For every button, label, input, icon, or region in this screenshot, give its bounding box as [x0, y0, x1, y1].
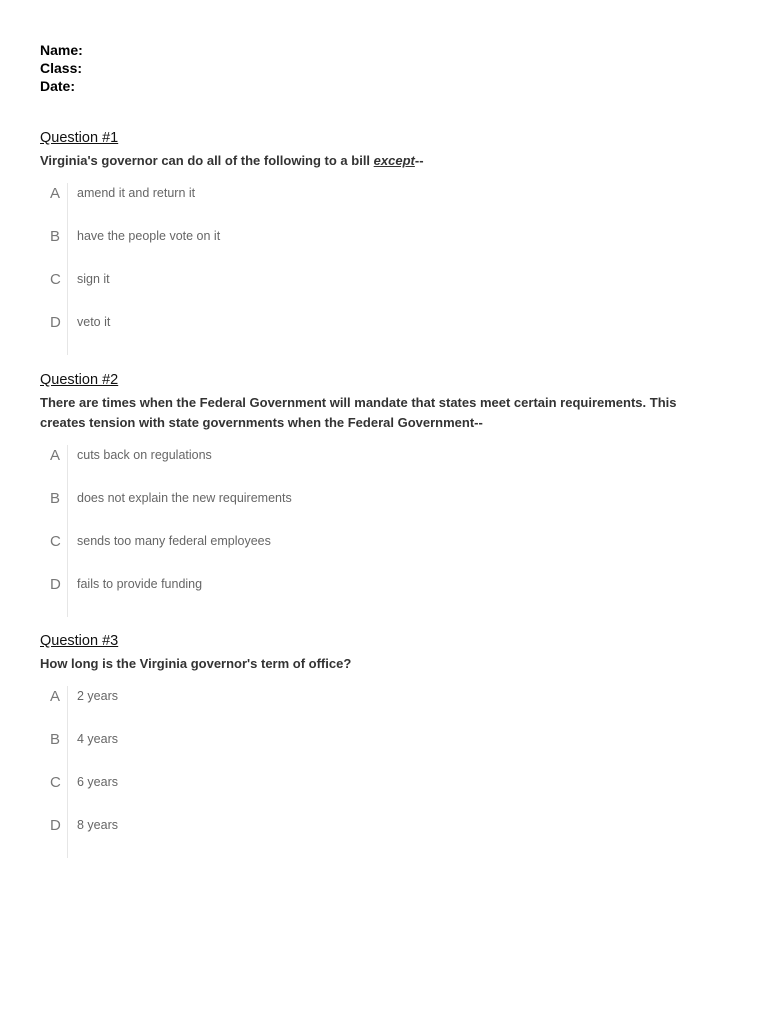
question-title: Question #2 — [40, 372, 119, 388]
option-letter: B — [50, 490, 61, 507]
option-letter: A — [50, 185, 61, 202]
answer-option-c[interactable] — [40, 772, 700, 815]
option-divider — [67, 574, 68, 617]
date-label: Date: — [40, 78, 76, 94]
option-text: have the people vote on it — [77, 229, 221, 243]
question-text-main: How long is the Virginia governor's term of office? — [40, 656, 352, 671]
question-2 — [40, 371, 700, 617]
option-text: cuts back on regulations — [77, 448, 212, 462]
option-divider — [67, 183, 68, 226]
student-info-header — [40, 41, 83, 95]
answer-option-a[interactable] — [40, 445, 700, 488]
option-divider — [67, 488, 68, 531]
class-label: Class: — [40, 60, 83, 76]
option-letter: B — [50, 228, 61, 245]
option-text: fails to provide funding — [77, 577, 203, 591]
option-letter: D — [50, 314, 61, 331]
option-text: veto it — [77, 315, 111, 329]
question-1 — [40, 129, 700, 355]
option-text: 8 years — [77, 818, 118, 832]
question-title: Question #1 — [40, 130, 119, 146]
option-divider — [67, 269, 68, 312]
option-divider — [67, 445, 68, 488]
question-text — [40, 151, 700, 171]
option-letter: C — [50, 774, 61, 791]
answer-option-d[interactable] — [40, 815, 700, 858]
question-title: Question #3 — [40, 633, 119, 649]
answer-option-d[interactable] — [40, 574, 700, 617]
option-text: amend it and return it — [77, 186, 196, 200]
option-letter: D — [50, 817, 61, 834]
option-divider — [67, 686, 68, 729]
option-letter: C — [50, 533, 61, 550]
option-divider — [67, 531, 68, 574]
option-divider — [67, 815, 68, 858]
option-text: sends too many federal employees — [77, 534, 271, 548]
question-text-main: Virginia's governor can do all of the following to a bill — [40, 153, 374, 168]
option-text: does not explain the new requirements — [77, 491, 292, 505]
option-divider — [67, 226, 68, 269]
answer-options — [40, 445, 700, 617]
option-letter: A — [50, 447, 61, 464]
option-text: 6 years — [77, 775, 118, 789]
question-text-emphasis: except — [373, 153, 415, 168]
option-text: 2 years — [77, 689, 118, 703]
answer-option-b[interactable] — [40, 488, 700, 531]
question-text — [40, 393, 700, 433]
option-text: 4 years — [77, 732, 118, 746]
question-text-tail: -- — [414, 153, 424, 168]
answer-option-c[interactable] — [40, 269, 700, 312]
option-letter: C — [50, 271, 61, 288]
answer-option-d[interactable] — [40, 312, 700, 355]
answer-option-a[interactable] — [40, 183, 700, 226]
option-divider — [67, 772, 68, 815]
answer-option-c[interactable] — [40, 531, 700, 574]
option-letter: B — [50, 731, 61, 748]
name-label: Name: — [40, 42, 83, 58]
question-text — [40, 654, 700, 674]
option-divider — [67, 729, 68, 772]
option-text: sign it — [77, 272, 110, 286]
answer-option-b[interactable] — [40, 729, 700, 772]
option-letter: D — [50, 576, 61, 593]
option-divider — [67, 312, 68, 355]
question-text-main: There are times when the Federal Government will mandate that states meet certain requirements. This creates tension with state governments when the Federal Government-- — [40, 395, 677, 430]
answer-option-b[interactable] — [40, 226, 700, 269]
answer-option-a[interactable] — [40, 686, 700, 729]
option-letter: A — [50, 688, 61, 705]
question-3 — [40, 632, 700, 858]
answer-options — [40, 183, 700, 355]
answer-options — [40, 686, 700, 858]
